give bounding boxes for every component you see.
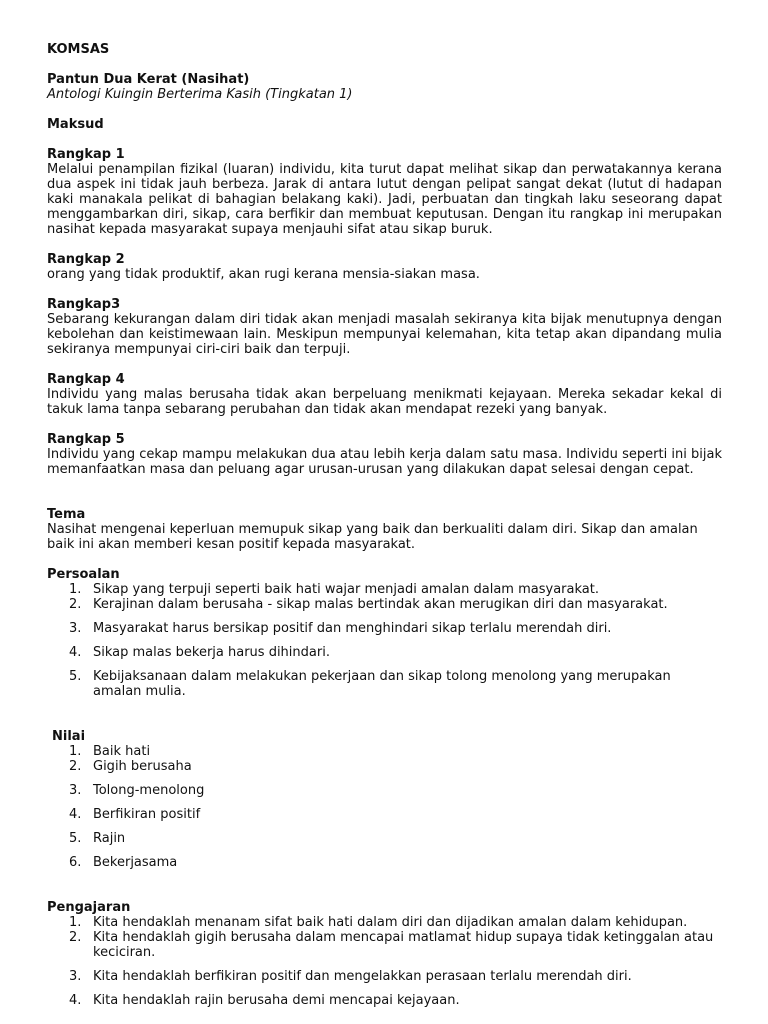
list-item	[47, 597, 722, 612]
stanza-5	[47, 432, 722, 477]
tema-section	[47, 507, 722, 552]
list-text: Kebijaksanaan dalam melakukan pekerjaan dan sikap tolong menolong yang merupakan amalan mulia.	[93, 669, 671, 699]
list-item	[47, 621, 722, 636]
list-item	[47, 855, 722, 870]
list-number: 3.	[69, 783, 82, 798]
list-text: Berfikiran positif	[93, 807, 201, 822]
list-item	[47, 645, 722, 660]
list-item	[47, 669, 722, 699]
persoalan-section	[47, 567, 722, 699]
tema-heading: Tema	[47, 507, 86, 522]
list-number: 4.	[69, 807, 82, 822]
persoalan-list	[47, 582, 722, 699]
list-item	[47, 915, 722, 930]
list-number: 2.	[69, 930, 82, 945]
stanza-heading: Rangkap 2	[47, 252, 125, 267]
list-text: Kita hendaklah menanam sifat baik hati dalam diri dan dijadikan amalan dalam kehidupan.	[93, 915, 688, 930]
list-text: Gigih berusaha	[93, 759, 192, 774]
document-page	[47, 42, 722, 1008]
list-text: Baik hati	[93, 744, 151, 759]
persoalan-heading: Persoalan	[47, 567, 120, 582]
list-text: Tolong-menolong	[93, 783, 205, 798]
stanza-2	[47, 252, 722, 282]
nilai-heading: Nilai	[52, 729, 86, 744]
stanza-heading: Rangkap 1	[47, 147, 125, 162]
list-item	[47, 744, 722, 759]
tema-text: Nasihat mengenai keperluan memupuk sikap yang baik dan berkualiti dalam diri. Sikap dan amalan baik ini akan memberi kesan positif kepada masyarakat.	[47, 522, 698, 552]
list-item	[47, 582, 722, 597]
stanza-text: orang yang tidak produktif, akan rugi kerana mensia-siakan masa.	[47, 267, 480, 282]
stanza-text: Melalui penampilan fizikal (luaran) individu, kita turut dapat melihat sikap dan perwatakannya kerana dua aspek ini tidak jauh berbeza. Jarak di antara lutut dengan pelipat sangat dekat (lutut di hadapan kaki manakala pelikat di bahagian belakang kaki). Jadi, perbuatan dan tingkah laku seseorang dapat menggambarkan diri, sikap, cara berfikir dan membuat keputusan. Dengan itu rangkap ini merupakan nasihat kepada masyarakat supaya menjauhi sifat atau sikap buruk.	[47, 162, 722, 237]
stanza-3	[47, 297, 722, 357]
nilai-section	[47, 729, 722, 870]
doc-title: Pantun Dua Kerat (Nasihat)	[47, 72, 250, 87]
list-number: 1.	[69, 915, 82, 930]
stanza-text: Individu yang malas berusaha tidak akan berpeluang menikmati kejayaan. Mereka sekadar kekal di takuk lama tanpa sebarang perubahan dan tidak akan mendapat rezeki yang banyak.	[47, 387, 722, 417]
list-text: Masyarakat harus bersikap positif dan menghindari sikap terlalu merendah diri.	[93, 621, 612, 636]
list-number: 4.	[69, 645, 82, 660]
stanza-heading: Rangkap3	[47, 297, 121, 312]
pengajaran-section	[47, 900, 722, 1008]
list-item	[47, 969, 722, 984]
list-text: Rajin	[93, 831, 126, 846]
pengajaran-list	[47, 915, 722, 1008]
stanza-text: Sebarang kekurangan dalam diri tidak akan menjadi masalah sekiranya kita bijak menutupnya dengan kebolehan dan keistimewaan lain. Meskipun mempunyai kelemahan, kita tetap akan dipandang mulia sekiranya mempunyai ciri-ciri baik dan terpuji.	[47, 312, 722, 357]
list-item	[47, 993, 722, 1008]
list-number: 2.	[69, 759, 82, 774]
list-item	[47, 807, 722, 822]
list-item	[47, 759, 722, 774]
stanza-1	[47, 147, 722, 237]
list-text: Kita hendaklah berfikiran positif dan mengelakkan perasaan terlalu merendah diri.	[93, 969, 632, 984]
list-item	[47, 831, 722, 846]
stanza-heading: Rangkap 4	[47, 372, 125, 387]
doc-subtitle: Antologi Kuingin Berterima Kasih (Tingkatan 1)	[47, 87, 353, 102]
list-number: 1.	[69, 582, 82, 597]
list-item	[47, 783, 722, 798]
list-number: 4.	[69, 993, 82, 1008]
stanza-4	[47, 372, 722, 417]
list-text: Sikap malas bekerja harus dihindari.	[93, 645, 330, 660]
maksud-heading: Maksud	[47, 117, 104, 132]
nilai-list	[47, 744, 722, 870]
list-number: 3.	[69, 969, 82, 984]
list-text: Kita hendaklah rajin berusaha demi mencapai kejayaan.	[93, 993, 460, 1008]
pengajaran-heading: Pengajaran	[47, 900, 131, 915]
list-text: Kita hendaklah gigih berusaha dalam mencapai matlamat hidup supaya tidak ketinggalan atau keciciran.	[93, 930, 714, 960]
list-number: 3.	[69, 621, 82, 636]
list-number: 5.	[69, 831, 82, 846]
list-number: 1.	[69, 744, 82, 759]
list-text: Bekerjasama	[93, 855, 178, 870]
list-number: 5.	[69, 669, 82, 684]
doc-label: KOMSAS	[47, 42, 110, 57]
stanza-heading: Rangkap 5	[47, 432, 125, 447]
list-item	[47, 930, 722, 960]
list-number: 2.	[69, 597, 82, 612]
list-text: Kerajinan dalam berusaha - sikap malas bertindak akan merugikan diri dan masyarakat.	[93, 597, 668, 612]
list-number: 6.	[69, 855, 82, 870]
stanza-text: Individu yang cekap mampu melakukan dua atau lebih kerja dalam satu masa. Individu seperti ini bijak memanfaatkan masa dan peluang agar urusan-urusan yang dilakukan dapat selesai dengan cepat.	[47, 447, 722, 477]
list-text: Sikap yang terpuji seperti baik hati wajar menjadi amalan dalam masyarakat.	[93, 582, 599, 597]
